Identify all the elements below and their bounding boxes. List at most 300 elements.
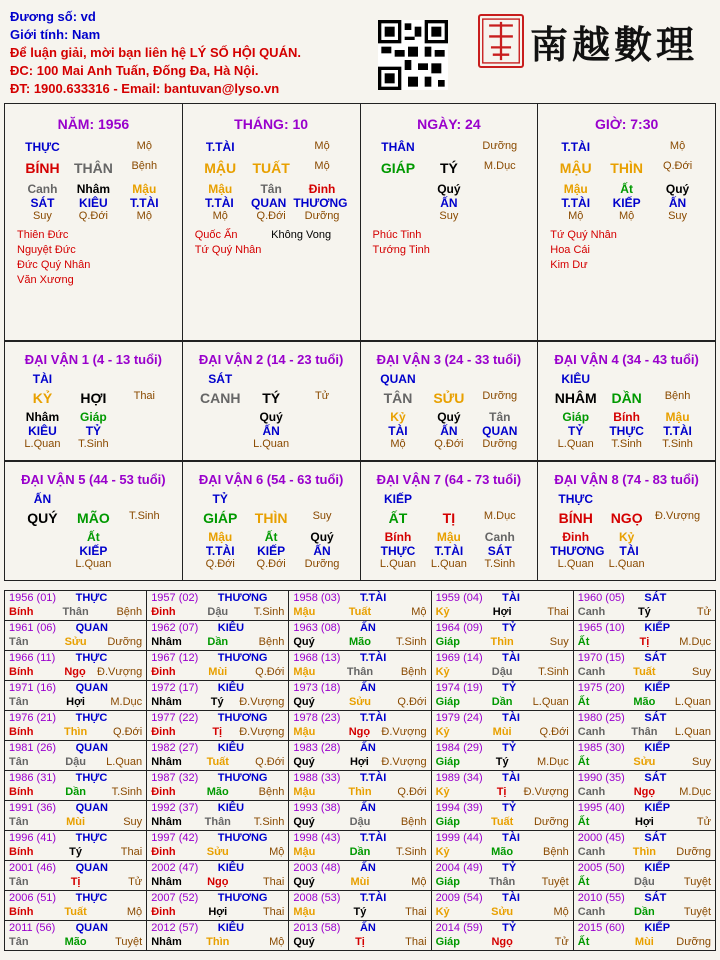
year-row: [5, 801, 716, 831]
year-branch: Sửu: [633, 756, 656, 768]
year-branch: Mùi: [350, 876, 370, 888]
year-line-2: [293, 755, 426, 769]
year-branch: Thìn: [632, 846, 656, 858]
row: [183, 140, 360, 154]
year-line-1: [9, 591, 142, 605]
hidden-stem: [119, 530, 170, 544]
year-god: ẤN: [359, 802, 376, 814]
hidden-god: T.TÀI: [205, 196, 234, 210]
row: [361, 210, 538, 222]
year-stem: Quý: [293, 756, 315, 768]
year-phase: Bệnh: [116, 606, 143, 618]
dai-van-title: ĐẠI VẬN 4 (34 - 43 tuổi): [554, 352, 699, 367]
year-stem: Nhâm: [151, 756, 182, 768]
year-branch: Thân: [62, 606, 89, 618]
year-god: TỶ: [502, 742, 517, 754]
hidden-stem: [652, 530, 703, 544]
hidden-phase: Q.Đới: [434, 438, 464, 450]
hidden-god: [195, 424, 246, 438]
year-label: 2000 (45): [577, 832, 625, 844]
hidden-god: T.TÀI: [434, 544, 464, 558]
year-god: TỶ: [502, 682, 517, 694]
year-phase: Suy: [549, 636, 569, 648]
year-label: 1993 (38): [293, 802, 341, 814]
year-phase: Thai: [120, 846, 143, 858]
row: [5, 160, 182, 176]
year-line-1: [436, 891, 569, 905]
year-label: 1988 (33): [293, 772, 341, 784]
year-phase: Đ.Vượng: [97, 666, 143, 678]
year-label: 1985 (30): [577, 742, 625, 754]
year-branch: Mùi: [492, 726, 512, 738]
year-god: QUAN: [75, 802, 108, 814]
year-line-1: [151, 861, 284, 875]
row: [361, 544, 538, 558]
spacer: [474, 492, 525, 506]
spacer: [119, 492, 170, 506]
ten-god: THÂN: [381, 140, 415, 154]
star: Thiên Đức: [17, 229, 69, 241]
year-god: KIÊU: [217, 922, 245, 934]
year-branch: Dần: [207, 636, 229, 648]
year-line-1: [293, 711, 426, 725]
year-cell: [431, 681, 573, 711]
year-cell: [147, 711, 289, 741]
seal-logo: [478, 14, 524, 68]
row: [183, 210, 360, 222]
hidden-stem: Giáp: [80, 410, 107, 424]
hidden-god: SÁT: [487, 544, 512, 558]
year-branch: Tị: [212, 726, 223, 738]
year-row: [5, 831, 716, 861]
year-god: TÀI: [502, 772, 520, 784]
hidden-phase: L.Quan: [75, 558, 112, 570]
year-line-2: [436, 935, 569, 949]
hidden-god: ẤN: [313, 544, 331, 558]
year-phase: Tuyệt: [683, 876, 712, 888]
dai-van-row-1: [4, 341, 716, 461]
year-label: 1971 (16): [9, 682, 57, 694]
row: [361, 372, 538, 386]
hidden-phase: L.Quan: [430, 558, 467, 570]
hidden-stem: Quý: [437, 182, 461, 196]
year-line-2: [293, 605, 426, 619]
year-stem: Nhâm: [151, 876, 182, 888]
year-god: TÀI: [502, 712, 520, 724]
year-stem: Tân: [9, 936, 29, 948]
row: [183, 438, 360, 450]
year-phase: Bệnh: [400, 666, 427, 678]
earthly-branch: NGỌ: [610, 510, 643, 526]
year-cell: [431, 591, 573, 621]
heavenly-stem: GIÁP: [203, 510, 238, 526]
row: [5, 492, 182, 506]
god-phase: Mộ: [669, 140, 686, 152]
year-line-2: [293, 905, 426, 919]
year-phase: Q.Đới: [397, 696, 427, 708]
year-label: 1999 (44): [435, 832, 483, 844]
year-line-2: [578, 815, 711, 829]
pillar-title: THÁNG: 10: [234, 116, 309, 132]
year-cell: [573, 711, 715, 741]
year-branch: Tý: [69, 846, 82, 858]
year-phase: Q.Đới: [255, 756, 285, 768]
year-line-1: [151, 921, 284, 935]
year-branch: Tị: [496, 786, 507, 798]
year-cell: [289, 681, 431, 711]
year-phase: Tử: [696, 816, 712, 828]
year-god: KIÊU: [217, 622, 245, 634]
year-line-1: [293, 861, 426, 875]
year-line-1: [578, 801, 711, 815]
qr-code-icon[interactable]: [378, 20, 448, 90]
year-line-1: [578, 591, 711, 605]
row: [183, 182, 360, 196]
year-line-2: [293, 635, 426, 649]
year-god: QUAN: [75, 742, 108, 754]
year-line-2: [293, 875, 426, 889]
year-phase: T.Sinh: [111, 786, 143, 798]
year-phase: T.Sinh: [253, 606, 285, 618]
ten-god: SÁT: [208, 372, 233, 386]
year-cell: [431, 921, 573, 951]
dai-van-title: ĐẠI VẬN 7 (64 - 73 tuổi): [376, 472, 522, 487]
hidden-phase: L.Quan: [24, 438, 61, 450]
year-label: 1960 (05): [577, 592, 625, 604]
year-line-1: [293, 921, 426, 935]
year-cell: [289, 741, 431, 771]
year-line-2: [293, 935, 426, 949]
year-god: KIẾP: [644, 862, 671, 874]
dai-van-title: ĐẠI VẬN 8 (74 - 83 tuổi): [554, 472, 699, 487]
dai-van-dv_row2-1: [183, 462, 361, 580]
year-cell: [5, 591, 147, 621]
year-line-2: [578, 785, 711, 799]
year-god: THƯƠNG: [217, 892, 268, 904]
year-god: THỰC: [75, 772, 108, 784]
year-cell: [573, 921, 715, 951]
heavenly-stem: CANH: [199, 390, 241, 406]
hidden-stem: Tân: [260, 182, 282, 196]
year-line-2: [293, 785, 426, 799]
year-god: TỶ: [502, 862, 517, 874]
year-stem: Kỷ: [435, 606, 450, 618]
year-branch: Thìn: [206, 936, 230, 948]
year-line-2: [436, 815, 569, 829]
dai-van-dv_row1-0: [5, 342, 183, 460]
year-label: 1998 (43): [293, 832, 341, 844]
year-stem: Quý: [293, 696, 315, 708]
year-god: SÁT: [644, 712, 667, 724]
year-god: KIẾP: [644, 682, 671, 694]
four-pillars: [4, 103, 716, 341]
row: [538, 160, 715, 176]
year-label: 2008 (53): [293, 892, 341, 904]
heavenly-stem: MẬU: [204, 160, 237, 176]
star: Đức Quý Nhân: [17, 259, 91, 271]
row: [538, 390, 715, 406]
row: [361, 530, 538, 544]
year-stem: Đinh: [151, 606, 176, 618]
year-row: [5, 771, 716, 801]
year-line-1: [9, 711, 142, 725]
year-line-2: [9, 845, 142, 859]
hidden-phase: Q.Đới: [78, 210, 108, 222]
year-cell: [573, 861, 715, 891]
year-stem: Nhâm: [151, 696, 182, 708]
year-row: [5, 891, 716, 921]
hidden-god: [119, 544, 170, 558]
year-line-2: [436, 605, 569, 619]
year-god: ẤN: [359, 742, 376, 754]
year-phase: Suy: [123, 816, 143, 828]
hidden-phase: Q.Đới: [256, 210, 286, 222]
hidden-stem: Mậu: [208, 182, 233, 196]
year-line-2: [436, 665, 569, 679]
hidden-stem: Mậu: [208, 530, 233, 544]
hidden-phase: [195, 438, 246, 450]
earthly-branch: TÝ: [262, 390, 281, 406]
year-stem: Ất: [577, 936, 590, 948]
year-phase: Dưỡng: [676, 846, 712, 858]
year-phase: Mộ: [126, 906, 143, 918]
year-stem: Tân: [9, 816, 29, 828]
year-line-1: [436, 651, 569, 665]
year-line-1: [578, 831, 711, 845]
year-branch: Thân: [631, 726, 658, 738]
year-cell: [5, 651, 147, 681]
ten-god: T.TÀI: [205, 140, 235, 154]
year-phase: Đ.Vượng: [381, 726, 427, 738]
year-branch: Thìn: [348, 786, 372, 798]
year-label: 1961 (06): [9, 622, 57, 634]
hidden-stem: Mậu: [132, 182, 157, 196]
year-label: 2014 (59): [435, 922, 483, 934]
year-branch: Thìn: [63, 726, 88, 738]
year-phase: Mộ: [269, 936, 285, 948]
year-line-1: [436, 861, 569, 875]
row: [183, 410, 360, 424]
heavenly-stem: KỶ: [32, 390, 53, 406]
year-label: 1973 (18): [293, 682, 341, 694]
year-line-2: [9, 755, 142, 769]
row: [183, 530, 360, 544]
year-branch: Mão: [348, 636, 371, 648]
year-stem: Kỷ: [435, 906, 450, 918]
year-row: [5, 621, 716, 651]
year-line-1: [436, 831, 569, 845]
row: [361, 424, 538, 438]
ten-god: THỰC: [558, 492, 594, 506]
year-line-1: [578, 681, 711, 695]
year-label: 1990 (35): [577, 772, 625, 784]
year-stem: Tân: [9, 636, 29, 648]
year-cell: [147, 651, 289, 681]
row: [183, 372, 360, 386]
year-god: THƯƠNG: [217, 712, 268, 724]
year-line-1: [151, 591, 284, 605]
hidden-phase: [119, 438, 170, 450]
year-god: TỶ: [502, 922, 517, 934]
spacer: [68, 492, 119, 506]
year-line-1: [293, 651, 426, 665]
heavenly-stem: QUÝ: [27, 510, 58, 526]
hidden-god: [654, 544, 703, 558]
year-line-1: [151, 651, 284, 665]
year-row: [5, 861, 716, 891]
row: [538, 182, 715, 196]
year-line-2: [9, 605, 142, 619]
year-branch: Tuất: [633, 666, 656, 678]
pillar-2: [361, 104, 539, 340]
stars-right: [449, 228, 525, 258]
year-cell: [431, 801, 573, 831]
year-branch: Hợi: [349, 756, 369, 768]
year-god: T.TÀI: [359, 592, 387, 604]
year-stem: Quý: [293, 876, 315, 888]
hidden-stem: Kỷ: [390, 410, 406, 424]
hidden-stem: Giáp: [562, 410, 590, 424]
year-stem: Ất: [577, 816, 590, 828]
star: Tướng Tinh: [372, 244, 430, 256]
year-stem: Canh: [577, 786, 606, 798]
year-line-1: [151, 711, 284, 725]
year-phase: Dưỡng: [676, 936, 712, 948]
year-line-1: [293, 831, 426, 845]
hidden-stem: Canh: [27, 182, 58, 196]
earthly-branch: SỬU: [433, 390, 465, 406]
hidden-god: QUAN: [251, 196, 287, 210]
year-stem: Đinh: [151, 786, 176, 798]
star: Tứ Quý Nhân: [194, 244, 262, 256]
year-line-2: [293, 725, 426, 739]
year-line-1: [9, 831, 142, 845]
god-phase: Dưỡng: [482, 140, 518, 152]
heavenly-stem: BÍNH: [558, 510, 593, 526]
star: Tứ Quý Nhân: [550, 229, 617, 241]
year-line-2: [151, 875, 284, 889]
year-branch: Ngọ: [633, 786, 656, 798]
dai-van-dv_row1-3: [538, 342, 715, 460]
year-cell: [5, 711, 147, 741]
hidden-god: THỰC: [380, 544, 416, 558]
star: Không Vong: [271, 229, 332, 241]
year-cell: [147, 771, 289, 801]
row: [538, 210, 715, 222]
row: [183, 160, 360, 176]
stars-left: [17, 228, 93, 288]
year-stem: Tân: [9, 876, 29, 888]
year-line-2: [578, 695, 711, 709]
spacer: [601, 140, 652, 154]
pillar-1: [183, 104, 361, 340]
spacer: [601, 492, 652, 506]
hidden-phase: [474, 210, 525, 222]
year-cell: [573, 801, 715, 831]
year-label: 1987 (32): [151, 772, 199, 784]
year-phase: L.Quan: [106, 756, 143, 768]
year-line-1: [9, 681, 142, 695]
life-phase: Bệnh: [131, 160, 158, 172]
year-label: 1991 (36): [9, 802, 57, 814]
earthly-branch: THÂN: [73, 160, 113, 176]
year-phase: Q.Đới: [112, 726, 143, 738]
year-cell: [289, 591, 431, 621]
life-phase: M.Dục: [483, 160, 516, 172]
year-line-1: [436, 591, 569, 605]
hidden-god: KIẾP: [612, 196, 641, 210]
year-cell: [289, 651, 431, 681]
brand-logo: 南越數理: [530, 22, 699, 67]
hidden-god: TỶ: [568, 424, 584, 438]
year-stem: Quý: [293, 936, 315, 948]
hidden-god: TÀI: [619, 544, 639, 558]
year-cell: [147, 801, 289, 831]
dai-van-dv_row2-0: [5, 462, 183, 580]
hidden-phase: [297, 438, 348, 450]
year-god: SÁT: [644, 592, 667, 604]
hidden-stem: Quý: [665, 182, 690, 196]
year-cell: [431, 891, 573, 921]
hidden-phase: Dưỡng: [304, 558, 340, 570]
year-line-1: [9, 741, 142, 755]
heavenly-stem: BÍNH: [25, 160, 60, 176]
year-stem: Kỷ: [435, 666, 450, 678]
year-label: 2002 (47): [151, 862, 199, 874]
year-god: QUAN: [75, 862, 108, 874]
earthly-branch: DẦN: [611, 390, 642, 406]
hidden-god: TỶ: [85, 424, 102, 438]
row: [5, 196, 182, 210]
life-phase: Mộ: [314, 160, 330, 172]
year-god: QUAN: [75, 922, 108, 934]
ten-god: THỰC: [25, 140, 60, 154]
year-god: THƯƠNG: [217, 592, 268, 604]
hidden-god: [119, 424, 170, 438]
year-god: THỰC: [75, 832, 108, 844]
year-god: T.TÀI: [359, 832, 387, 844]
row: [361, 410, 538, 424]
year-label: 1976 (21): [9, 712, 57, 724]
year-label: 1994 (39): [435, 802, 483, 814]
hidden-phase: Suy: [668, 210, 688, 222]
year-line-1: [578, 651, 711, 665]
year-branch: Hợi: [492, 606, 512, 618]
year-branch: Ngọ: [348, 726, 371, 738]
hidden-phase: Suy: [32, 210, 52, 222]
year-phase: Bệnh: [400, 816, 427, 828]
life-phase: M.Dục: [483, 510, 516, 522]
year-cell: [573, 831, 715, 861]
row: [538, 558, 715, 570]
year-cell: [289, 771, 431, 801]
year-label: 1964 (09): [435, 622, 483, 634]
year-god: T.TÀI: [359, 892, 387, 904]
hidden-stem: Mậu: [665, 410, 690, 424]
year-line-2: [293, 665, 426, 679]
row: [183, 390, 360, 406]
year-cell: [573, 591, 715, 621]
hidden-god: THỰC: [609, 424, 644, 438]
spacer: [246, 492, 297, 506]
hidden-stem: Ất: [264, 530, 278, 544]
hidden-phase: T.Sinh: [611, 438, 642, 450]
year-line-2: [151, 605, 284, 619]
contact-line: Để luận giải, mời bạn liên hệ LÝ SỐ HỘI QUÁN.: [10, 45, 301, 60]
year-stem: Canh: [577, 726, 606, 738]
row: [5, 558, 182, 570]
year-phase: Mộ: [411, 606, 427, 618]
